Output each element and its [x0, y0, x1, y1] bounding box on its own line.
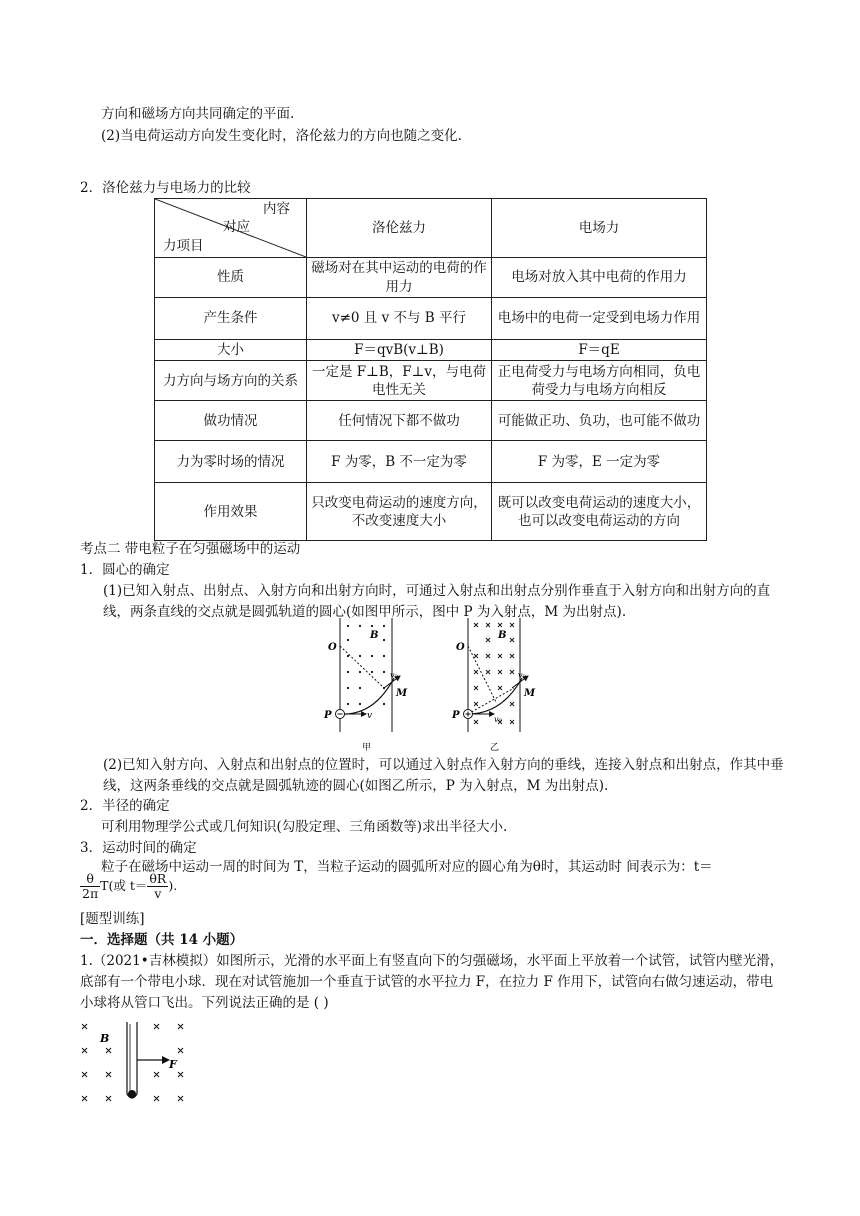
question-1: 1.（2021•吉林模拟）如图所示，光滑的水平面上有竖直向下的匀强磁场，水平面上平放着一个试管，试管内壁光滑，底部有一个带电小球．现在对试管施加一个垂直于试管的水平拉力 F，在拉力 F 作用下，试管向右做匀速运动，带电小球将从管口飞出。下列说法正确的是 ( ): [80, 953, 784, 1011]
section-title-center: 1．圆心的确定: [80, 562, 170, 578]
label-jia: 甲: [362, 743, 372, 753]
section-title-comparison: 2．洛伦兹力与电场力的比较: [80, 180, 251, 196]
table-header-row: [155, 199, 707, 258]
table-row: [155, 298, 707, 340]
table-row: [155, 441, 707, 483]
label-v-jia: v: [367, 711, 373, 721]
fraction-theta-2pi: [80, 872, 100, 901]
radius-text: 可利用物理学公式或几何知识(勾股定理、三角函数等)求出半径大小.: [101, 819, 508, 835]
diag-label-bottom: 力项目: [163, 238, 204, 254]
formula-mid: T(或 t＝: [100, 877, 148, 893]
frac-den: 2π: [82, 885, 99, 901]
label-B-yi: B: [498, 630, 507, 641]
part-one-title: 一．选择题（共 14 小题）: [80, 932, 244, 948]
charged-ball: [128, 1090, 136, 1098]
row-electric: F＝qE: [492, 340, 707, 361]
intro-line-1: 方向和磁场方向共同确定的平面.: [101, 106, 295, 122]
section-title-time: 3．运动时间的确定: [80, 840, 197, 856]
frac-den: v: [154, 885, 162, 901]
row-lorentz: F＝qvB(v⊥B): [307, 340, 492, 361]
center-method-2: (2)已知入射方向、入射点和出射点的位置时，可以通过入射点作入射方向的垂线，连接入射点和出射点，作其中垂线，这两条垂线的交点就是圆弧轨迹的圆心(如图乙所示，P 为入射点，M 为出射点).: [103, 757, 784, 794]
row-item: 作用效果: [155, 483, 307, 541]
row-item: 力为零时场的情况: [155, 441, 307, 483]
label-P-jia: P: [324, 710, 332, 721]
frac-num: θ: [80, 872, 100, 887]
label-M-jia: M: [396, 688, 408, 699]
row-item: 性质: [155, 258, 307, 298]
label-v0-bottom-yi: v₀: [494, 715, 502, 724]
label-O-yi: O: [456, 642, 465, 653]
diagonal-header-cell: [155, 199, 307, 258]
table-row: [155, 483, 707, 541]
table-row: [155, 340, 707, 361]
figure-test-tube: [76, 1020, 194, 1110]
label-yi: 乙: [490, 743, 500, 753]
row-item: 力方向与场方向的关系: [155, 361, 307, 401]
training-label: [题型训练]: [80, 911, 145, 927]
table-row: [155, 258, 707, 298]
row-electric: 既可以改变电荷运动的速度大小，也可以改变电荷运动的方向: [492, 483, 707, 541]
row-electric: 正电荷受力与电场方向相同，负电荷受力与电场方向相反: [492, 361, 707, 401]
frac-num: θR: [149, 871, 167, 886]
row-electric: 可能做正功、负功，也可能不做功: [492, 401, 707, 441]
intro-line-2: (2)当电荷运动方向发生变化时，洛伦兹力的方向也随之变化.: [101, 128, 462, 144]
row-item: 大小: [155, 340, 307, 361]
time-text: 粒子在磁场中运动一周的时间为 T，当粒子运动的圆弧所对应的圆心角为θ时，其运动时 间表示为：t＝: [101, 859, 713, 875]
label-v0-jia: v₀: [390, 671, 398, 680]
kaodian-title: 考点二 带电粒子在匀强磁场中的运动: [80, 541, 301, 557]
row-item: 产生条件: [155, 298, 307, 340]
comparison-table: [154, 198, 707, 541]
figure-jia-yi: [318, 616, 558, 758]
label-P-yi: P: [452, 710, 460, 721]
label-M-yi: M: [524, 688, 536, 699]
header-lorentz: 洛伦兹力: [307, 199, 492, 258]
label-O-jia: O: [328, 642, 337, 653]
label-B-jia: B: [370, 630, 379, 641]
section-title-radius: 2．半径的确定: [80, 798, 170, 814]
label-F-q1: F: [169, 1058, 177, 1071]
table-row: [155, 361, 707, 401]
row-electric: 电场对放入其中电荷的作用力: [492, 258, 707, 298]
row-lorentz: 只改变电荷运动的速度方向，不改变速度大小: [307, 483, 492, 541]
diag-label-top: 内容: [263, 201, 290, 217]
row-electric: F 为零，E 一定为零: [492, 441, 707, 483]
row-electric: 电场中的电荷一定受到电场力作用: [492, 298, 707, 340]
table-row: [155, 401, 707, 441]
fraction-thetaR-v: [147, 872, 168, 901]
time-formula: [80, 872, 177, 901]
row-lorentz: F 为零，B 不一定为零: [307, 441, 492, 483]
label-B-q1: B: [100, 1032, 110, 1045]
label-v0-yi: v₀: [518, 671, 526, 680]
row-item: 做功情况: [155, 401, 307, 441]
header-electric: 电场力: [492, 199, 707, 258]
row-lorentz: v≠0 且 v 不与 B 平行: [307, 298, 492, 340]
test-tube: [127, 1022, 137, 1098]
row-lorentz: 一定是 F⊥B，F⊥v，与电荷电性无关: [307, 361, 492, 401]
center-method-1: (1)已知入射点、出射点、入射方向和出射方向时，可通过入射点和出射点分别作垂直于入射方向和出射方向的直线，两条直线的交点就是圆弧轨道的圆心(如图甲所示，图中 P 为入射点，M 为出射点).: [103, 583, 771, 620]
row-lorentz: 磁场对在其中运动的电荷的作用力: [307, 258, 492, 298]
row-lorentz: 任何情况下都不做功: [307, 401, 492, 441]
formula-end: ).: [168, 877, 178, 893]
diag-label-mid: 对应: [223, 219, 250, 235]
